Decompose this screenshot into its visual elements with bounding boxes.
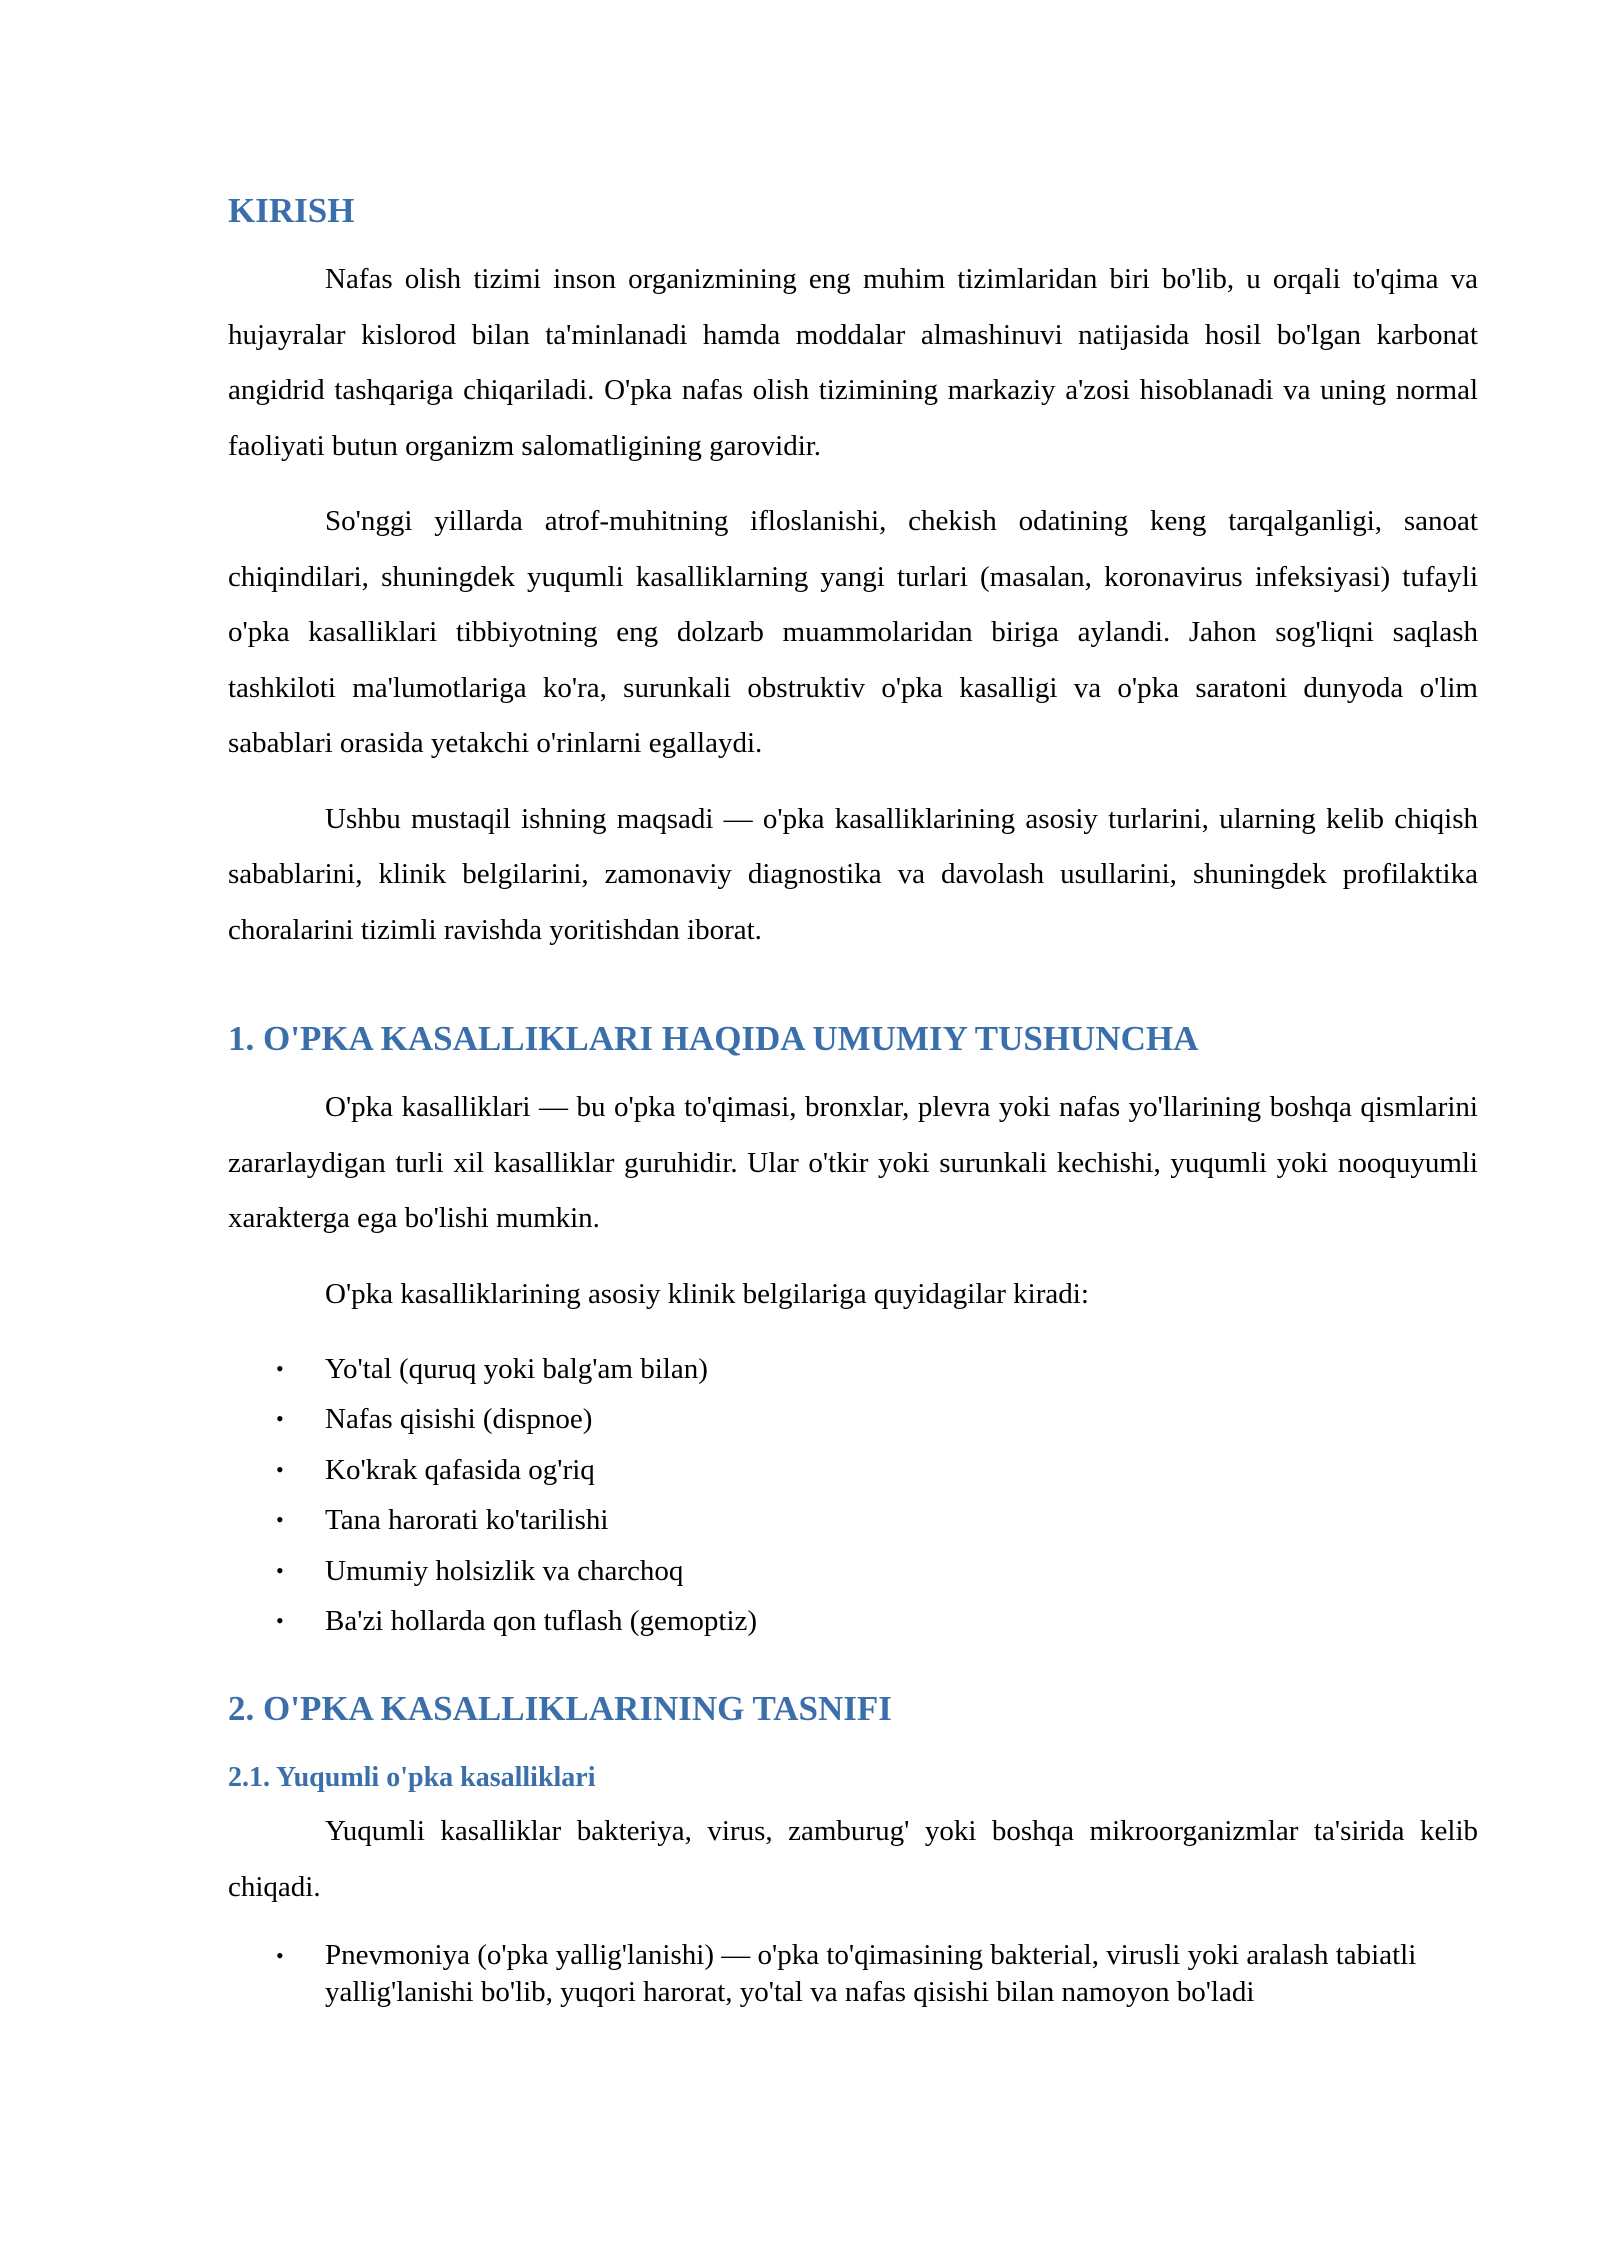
section-1-paragraph-1: O'pka kasalliklari — bu o'pka to'qimasi, bronxlar, plevra yoki nafas yo'llarining boshqa qismlarini zararlaydigan turli xil kasalliklar guruhidir. Ular o'tkir yoki surunkali kechishi, yuqumli yoki nooquyumli xarakterga ega bo'lishi mumkin. xyxy=(228,1091,1478,1234)
list-item xyxy=(228,1344,1478,1394)
list-item xyxy=(228,1445,1478,1495)
document-page xyxy=(228,190,1478,2011)
list-item-text: Tana harorati ko'tarilishi xyxy=(325,1504,609,1537)
section-1-heading: 1. O'PKA KASALLIKLARI HAQIDA UMUMIY TUSHUNCHA xyxy=(228,1019,1199,1058)
list-item-text: Pnevmoniya (o'pka yallig'lanishi) — o'pka to'qimasining bakterial, virusli yoki aralash tabiatli yallig'lanishi bo'lib, yuqori harorat, yo'tal va nafas qisishi bilan namoyon bo'ladi xyxy=(325,1939,1417,2009)
list-item xyxy=(228,1546,1478,1596)
list-item-text: Yo'tal (quruq yoki balg'am bilan) xyxy=(325,1353,708,1385)
list-item-text: Umumiy holsizlik va charchoq xyxy=(325,1554,684,1587)
subsection-2-1-heading: 2.1. Yuqumli o'pka kasalliklari xyxy=(228,1762,596,1794)
bullet-icon: • xyxy=(276,1943,284,1969)
intro-paragraph-3: Ushbu mustaqil ishning maqsadi — o'pka kasalliklarining asosiy turlarini, ularning kelib chiqish sabablarini, klinik belgilarini, zamonaviy diagnostika va davolash usullarini, shuningdek profilaktika choralarini tizimli ravishda yoritishdan iborat. xyxy=(228,802,1478,946)
bullet-icon: • xyxy=(276,1507,284,1533)
section-2-heading: 2. O'PKA KASALLIKLARINING TASNIFI xyxy=(228,1689,892,1729)
symptoms-list xyxy=(228,1344,1478,1646)
bullet-icon: • xyxy=(276,1608,284,1634)
subsection-2-1-paragraph: Yuqumli kasalliklar bakteriya, virus, zamburug' yoki boshqa mikroorganizmlar ta'sirida kelib chiqadi. xyxy=(228,1815,1478,1903)
section-1-paragraph-2: O'pka kasalliklarining asosiy klinik belgilariga quyidagilar kiradi: xyxy=(325,1277,1089,1310)
list-item xyxy=(228,1495,1478,1545)
intro-paragraph-2: So'nggi yillarda atrof-muhitning ifloslanishi, chekish odatining keng tarqalganligi, sanoat chiqindilari, shuningdek yuqumli kasalliklarning yangi turlari (masalan, koronavirus infeksiyasi) tufayli o'pka kasalliklari tibbiyotning eng dolzarb muammolaridan biriga aylandi. Jahon sog'liqni saqlash tashkiloti ma'lumotlariga ko'ra, surunkali obstruktiv o'pka kasalligi va o'pka saratoni dunyoda o'lim sabablari orasida yetakchi o'rinlarni egallaydi. xyxy=(228,505,1478,759)
bullet-icon: • xyxy=(276,1406,284,1432)
intro-heading: KIRISH xyxy=(228,191,355,230)
infectious-diseases-list xyxy=(228,1937,1478,2011)
list-item xyxy=(228,1394,1478,1444)
bullet-icon: • xyxy=(276,1356,284,1381)
list-item xyxy=(228,1596,1478,1646)
bullet-icon: • xyxy=(276,1557,284,1583)
intro-paragraph-1: Nafas olish tizimi inson organizmining eng muhim tizimlaridan biri bo'lib, u orqali to'qima va hujayralar kislorod bilan ta'minlanadi hamda moddalar almashinuvi natijasida hosil bo'lgan karbonat angidrid tashqariga chiqariladi. O'pka nafas olish tizimining markaziy a'zosi hisoblanadi va uning normal faoliyati butun organizm salomatligining garovidir. xyxy=(228,263,1478,462)
list-item-text: Ko'krak qafasida og'riq xyxy=(325,1453,595,1486)
bullet-icon: • xyxy=(276,1456,284,1482)
list-item-text: Nafas qisishi (dispnoe) xyxy=(325,1403,593,1436)
list-item xyxy=(228,1937,1478,2011)
list-item-text: Ba'zi hollarda qon tuflash (gemoptiz) xyxy=(325,1605,758,1638)
